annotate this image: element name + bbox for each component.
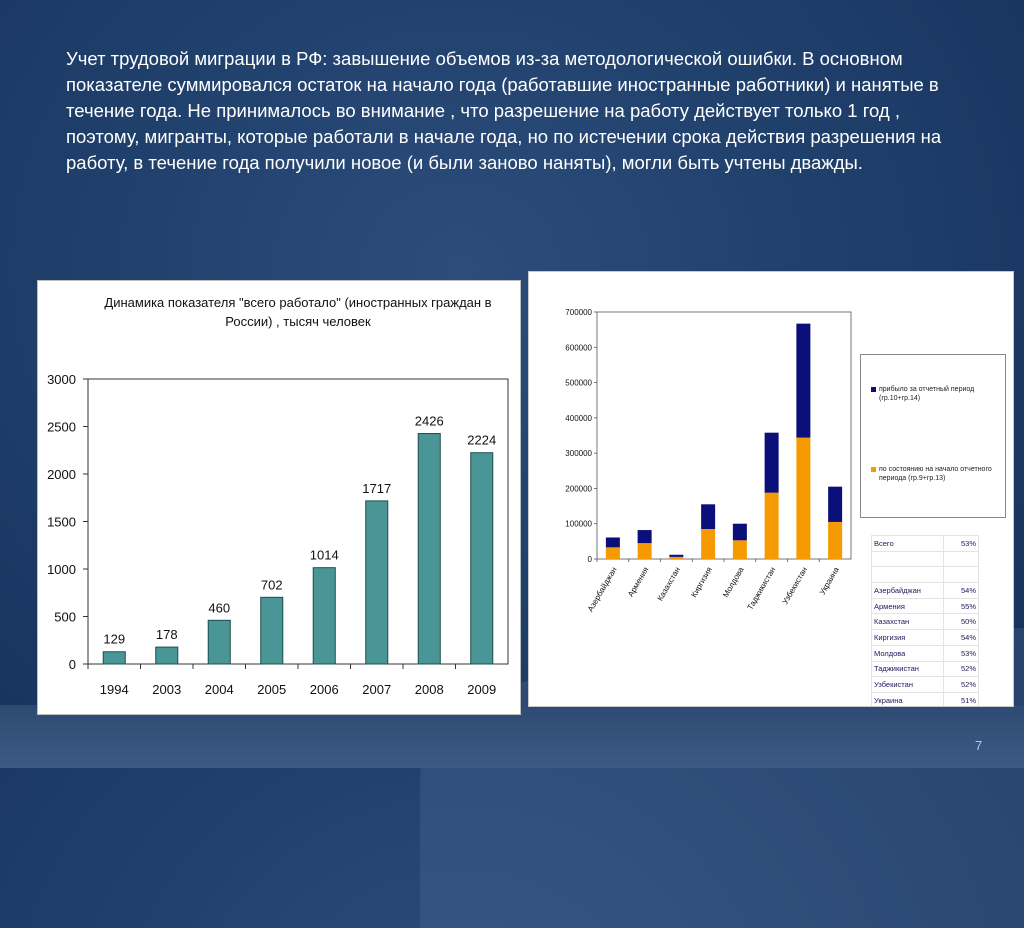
right-bar-segment-arrived bbox=[606, 537, 620, 547]
right-y-tick-label: 400000 bbox=[565, 413, 592, 423]
left-bar bbox=[261, 597, 283, 664]
right-bar-segment-arrived bbox=[669, 555, 683, 557]
left-bar bbox=[366, 501, 388, 664]
left-x-tick-label: 2003 bbox=[152, 682, 182, 697]
right-bar-segment-arrived bbox=[828, 487, 842, 522]
left-y-tick-label: 2000 bbox=[47, 467, 76, 482]
share-table-country: Армения bbox=[872, 598, 944, 614]
left-x-tick-label: 2005 bbox=[257, 682, 287, 697]
right-y-tick-label: 500000 bbox=[565, 378, 592, 388]
right-y-tick-label: 0 bbox=[587, 555, 592, 564]
share-table-total-row bbox=[872, 536, 979, 552]
legend-swatch-start bbox=[871, 467, 876, 472]
left-y-tick-label: 1000 bbox=[47, 562, 76, 577]
share-table-total-label: Всего bbox=[872, 536, 944, 552]
share-table-row bbox=[872, 692, 979, 707]
share-table-country: Молдова bbox=[872, 645, 944, 661]
share-table-spacer-row bbox=[872, 567, 979, 583]
right-y-tick-label: 200000 bbox=[565, 484, 592, 494]
left-bar-data-label: 129 bbox=[103, 631, 126, 647]
legend-label-start: по состоянию на начало отчетного периода (гр.9+гр.13) bbox=[879, 466, 992, 482]
left-x-tick-label: 2007 bbox=[362, 682, 392, 697]
right-y-tick-label: 100000 bbox=[565, 519, 592, 529]
left-bar bbox=[418, 434, 440, 664]
share-table-country: Азербайджан bbox=[872, 583, 944, 599]
share-table-country: Узбекистан bbox=[872, 677, 944, 693]
share-table-row bbox=[872, 661, 979, 677]
share-table-row bbox=[872, 614, 979, 630]
left-bar bbox=[313, 568, 335, 664]
share-table-country: Киргизия bbox=[872, 630, 944, 646]
left-bar bbox=[471, 453, 493, 664]
share-table-value: 54% bbox=[944, 630, 979, 646]
right-bar-segment-arrived bbox=[638, 530, 652, 543]
share-table-country: Казахстан bbox=[872, 614, 944, 630]
right-bar-segment-start bbox=[828, 522, 842, 559]
left-chart-panel bbox=[37, 280, 521, 715]
left-bar-chart bbox=[38, 281, 520, 714]
legend-swatch-arrived bbox=[871, 387, 876, 392]
left-y-tick-label: 500 bbox=[54, 609, 76, 625]
left-bar-data-label: 1014 bbox=[309, 547, 339, 563]
share-table-value: 51% bbox=[944, 692, 979, 707]
right-chart-legend bbox=[860, 354, 1006, 518]
right-y-tick-label: 600000 bbox=[565, 343, 592, 353]
share-table-spacer-row bbox=[872, 551, 979, 567]
share-table-row bbox=[872, 630, 979, 646]
left-bar bbox=[156, 647, 178, 664]
share-table-total-value: 53% bbox=[944, 536, 979, 552]
slide-body-text: Учет трудовой миграции в РФ: завышение объемов из-за методологической ошибки. В основном показателе суммировался остаток на начало года (работавшие иностранные работники) и нанятые в течение года. Не принималось во внимание , что разрешение на работу действует только 1 год , поэтому, мигранты, которые работали в начале года, но по истечении срока действия разрешения на работу, в течение года получили новое (и были заново наняты), могли быть учтены дважды. bbox=[66, 48, 942, 173]
right-x-tick-label: Армения bbox=[626, 565, 651, 599]
right-bar-segment-start bbox=[733, 540, 747, 559]
share-table-value: 52% bbox=[944, 677, 979, 693]
left-x-tick-label: 2008 bbox=[414, 682, 444, 697]
right-plot-frame bbox=[597, 312, 851, 559]
right-x-tick-label: Украина bbox=[817, 565, 841, 597]
right-bar-segment-start bbox=[701, 529, 715, 559]
left-bar-data-label: 2224 bbox=[467, 432, 497, 448]
left-bar-data-label: 460 bbox=[208, 600, 231, 616]
left-bar-data-label: 1717 bbox=[362, 480, 392, 496]
left-x-tick-label: 1994 bbox=[99, 682, 129, 697]
right-y-tick-label: 700000 bbox=[565, 308, 592, 317]
slide-number: 7 bbox=[975, 738, 983, 753]
left-y-tick-label: 3000 bbox=[47, 372, 76, 387]
right-bar-segment-start bbox=[669, 557, 683, 559]
left-bar-data-label: 2426 bbox=[414, 413, 444, 429]
left-bar bbox=[103, 652, 125, 664]
right-bar-segment-arrived bbox=[765, 433, 779, 493]
left-chart-title: Динамика показателя "всего работало" (иностранных граждан в России) , тысяч человек bbox=[104, 295, 492, 329]
share-table bbox=[871, 535, 979, 707]
left-plot-frame bbox=[88, 379, 508, 664]
share-table-row bbox=[872, 677, 979, 693]
right-bar-segment-start bbox=[796, 438, 810, 559]
legend-label-arrived: прибыло за отчетный период (гр.10+гр.14) bbox=[879, 386, 975, 402]
right-y-tick-label: 300000 bbox=[565, 449, 592, 459]
left-y-tick-label: 2500 bbox=[47, 419, 76, 435]
right-x-tick-label: Киргизия bbox=[689, 565, 714, 599]
share-table-row bbox=[872, 583, 979, 599]
share-table-value: 54% bbox=[944, 583, 979, 599]
left-x-tick-label: 2006 bbox=[309, 682, 339, 697]
right-x-tick-label: Азербайджан bbox=[585, 565, 619, 614]
left-x-tick-label: 2009 bbox=[467, 682, 497, 697]
right-bar-segment-arrived bbox=[796, 324, 810, 438]
share-table-country: Таджикистан bbox=[872, 661, 944, 677]
right-bar-segment-start bbox=[638, 543, 652, 559]
left-bar bbox=[208, 620, 230, 664]
left-y-tick-label: 0 bbox=[68, 657, 76, 672]
right-x-tick-label: Казахстан bbox=[655, 565, 683, 603]
left-bar-data-label: 702 bbox=[260, 577, 283, 593]
left-x-tick-label: 2004 bbox=[204, 682, 234, 697]
right-x-tick-label: Молдова bbox=[721, 565, 746, 599]
left-bar-data-label: 178 bbox=[155, 627, 178, 643]
share-table-country: Украина bbox=[872, 692, 944, 707]
share-table-value: 55% bbox=[944, 598, 979, 614]
share-table-row bbox=[872, 598, 979, 614]
right-bar-segment-start bbox=[765, 493, 779, 559]
share-table-value: 52% bbox=[944, 661, 979, 677]
right-bar-segment-arrived bbox=[733, 524, 747, 541]
share-table-value: 50% bbox=[944, 614, 979, 630]
share-table-value: 53% bbox=[944, 645, 979, 661]
right-bar-segment-arrived bbox=[701, 504, 715, 529]
right-x-tick-label: Узбекистан bbox=[780, 565, 810, 606]
right-bar-segment-start bbox=[606, 547, 620, 559]
left-y-tick-label: 1500 bbox=[47, 514, 76, 530]
right-chart-panel bbox=[528, 271, 1014, 707]
right-x-tick-label: Таджикистан bbox=[745, 565, 778, 612]
share-table-row bbox=[872, 645, 979, 661]
